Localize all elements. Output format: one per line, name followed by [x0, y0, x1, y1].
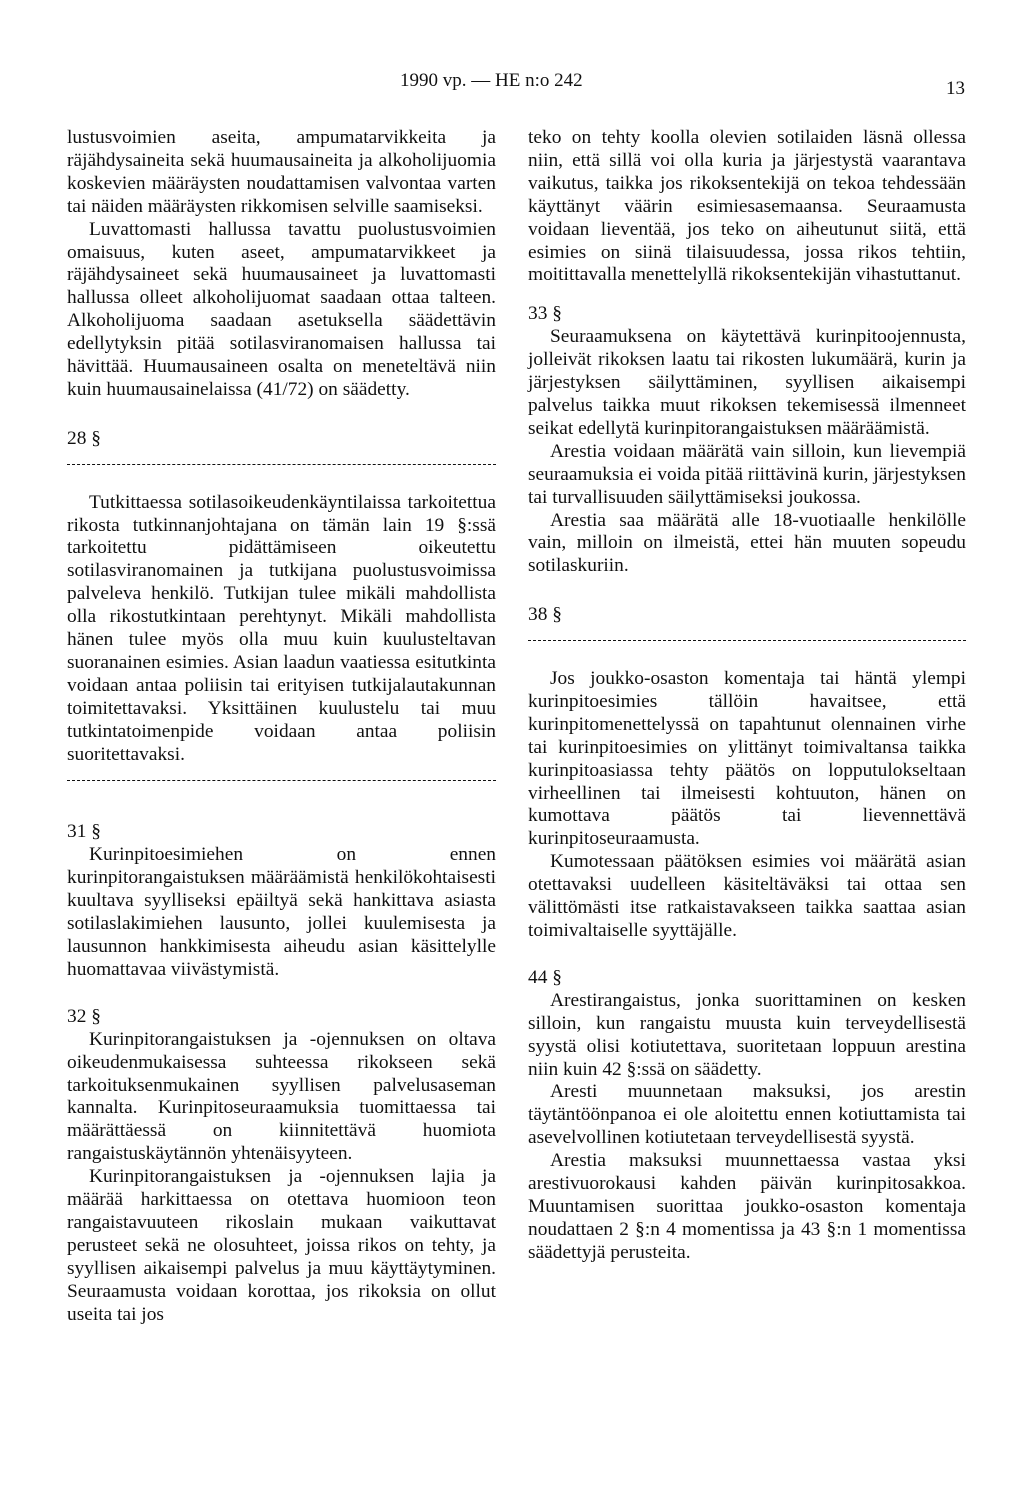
- section-heading-31: 31 §: [67, 821, 101, 843]
- section-heading-28: 28 §: [67, 427, 101, 449]
- paragraph: Tutkittaessa sotilasoikeudenkäyntilaissa tarkoitettua rikosta tutkinnanjohtajana on tämän lain 19 §:ssä tarkoitettu pidättämiseen oikeutettu sotilasviranomainen ja tutkijana puolustusvoimissa palveleva henkilö. Tutkijan tulee mikäli mahdollista olla rikostutkintaan perehtynyt. Mikäli mahdollista hänen tulee myös olla muu kuin kuulusteltavan suoranainen esimies. Asian laadun vaatiessa esitutkinta voidaan antaa poliisin tai erityisen tutkijalautakunnan toimitettavaksi. Yksittäinen kuulustelu tai muu tutkintatoimenpide voidaan antaa poliisin suoritettavaksi.: [67, 491, 496, 765]
- paragraph: lustusvoimien aseita, ampumatarvikkeita ja räjähdysaineita sekä huumausaineita ja alkoholijuomia koskevien määräysten noudattamisen valvontaa varten tai näiden määräysten rikkomisen selville saamiseksi.: [67, 127, 496, 217]
- paragraph: Arestia voidaan määrätä vain silloin, kun lievempiä seuraamuksia ei voida pitää riittävinä kurin, järjestyksen tai turvallisuuden säilyttämiseksi joukossa.: [528, 440, 966, 508]
- paragraph: Kurinpitorangaistuksen ja -ojennuksen lajia ja määrää harkittaessa on otettava huomioon teon rangaistavuuteen rikoslain mukaan vaikuttavat perusteet sekä ne olosuhteet, joissa rikos on tehty, ja syyllisen aikaisempi palvelus ja muu käyttäytyminen. Seuraamusta voidaan korottaa, jos rikoksia on ollut useita tai jos: [67, 1166, 496, 1325]
- section-heading-33: 33 §: [528, 303, 562, 325]
- header-title: 1990 vp. — HE n:o 242: [400, 70, 583, 91]
- left-column: [67, 127, 496, 1326]
- paragraph: Arestia saa määrätä alle 18-vuotiaalle henkilölle vain, milloin on ilmeistä, ettei hän muuten sopeudu sotilaskuriin.: [528, 509, 966, 577]
- paragraph: Seuraamuksena on käytettävä kurinpitoojennusta, jolleivät rikoksen laatu tai rikosten lukumäärä, kurin ja järjestyksen säilyttäminen, syyllisen aikaisempi palvelus taikka muut rikoksen tekemisessä ilmenneet seikat edellytä kurinpitorangaistuksen määräämistä.: [528, 326, 966, 439]
- section-heading-44: 44 §: [528, 966, 562, 988]
- page-number: 13: [946, 78, 965, 99]
- omission-dashes: [528, 629, 966, 652]
- omission-dashes: [67, 453, 496, 476]
- section-heading-38: 38 §: [528, 604, 562, 626]
- omission-dashes: [67, 769, 496, 792]
- paragraph: Arestia maksuksi muunnettaessa vastaa yksi arestivuorokausi kahden päivän kurinpitosakkoa. Muuntamisen suorittaa joukko-osaston komentaja noudattaen 2 §:n 4 momentissa ja 43 §:n 1 momentissa säädettyjä perusteita.: [528, 1150, 966, 1263]
- paragraph: Kurinpitoesimiehen on ennen kurinpitorangaistuksen määräämistä henkilökohtaisesti kuultava syylliseksi epäiltyä sekä hankittava asiasta sotilaslakimiehen lausunto, jollei kuulemisesta ja lausunnon hankkimisesta aiheudu asian käsittelylle huomattavaa viivästymistä.: [67, 844, 496, 980]
- paragraph: Luvattomasti hallussa tavattu puolustusvoimien omaisuus, kuten aseet, ampumatarvikkeet ja räjähdysaineet sekä huumausaineet ja luvattomasti hallussa olleet alkoholijuomat saadaan ottaa talteen. Alkoholijuoma saadaan asetuksella säädettävin edellytyksin pitää sotilasviranomaisen hallussa tai hävittää. Huumausaineen osalta on meneteltävä niin kuin huumausainelaissa (41/72) on säädetty.: [67, 218, 496, 400]
- running-header: [0, 70, 1024, 100]
- section-heading-32: 32 §: [67, 1005, 101, 1027]
- paragraph: Jos joukko-osaston komentaja tai häntä ylempi kurinpitoesimies tällöin havaitsee, että kurinpitomenettelyssä on tapahtunut olennainen virhe tai kurinpitoesimies on ylittänyt toimivaltansa taikka kurinpitoasiassa tehty päätös on lopputulokseltaan virheellinen tai ilmeisesti kohtuuton, hänen on kumottava päätös tai lievennettävä kurinpitoseuraamusta.: [528, 668, 966, 850]
- right-column: [528, 127, 966, 1265]
- paragraph: teko on tehty koolla olevien sotilaiden läsnä ollessa niin, että sillä voi olla kuria ja järjestystä vaarantava vaikutus, taikka jos rikoksentekijä on tekoa tehdessään käyttänyt väärin esimiesasemaansa. Seuraamusta voidaan lieventää, jos teko on aiheutunut siitä, että esimies on siinä tilaisuudessa, jossa rikos tehtiin, moitittavalla menettelyllä rikoksentekijän vihastuttanut.: [528, 127, 966, 286]
- paragraph: Aresti muunnetaan maksuksi, jos arestin täytäntöönpanoa ei ole aloitettu ennen kotiuttamista tai asevelvollinen kotiutetaan terveydellisestä syystä.: [528, 1081, 966, 1149]
- paragraph: Arestirangaistus, jonka suorittaminen on kesken silloin, kun rangaistu muusta kuin terveydellisestä syystä olisi kotiutettava, suoritetaan loppuun arestina niin kuin 42 §:ssä on säädetty.: [528, 989, 966, 1080]
- paragraph: Kumotessaan päätöksen esimies voi määrätä asian otettavaksi uudelleen käsiteltäväksi tai ottaa sen välittömästi itse ratkaistavakseen taikka saattaa asian toimivaltaiselle syyttäjälle.: [528, 851, 966, 941]
- paragraph: Kurinpitorangaistuksen ja -ojennuksen on oltava oikeudenmukaisessa suhteessa rikokseen sekä tarkoituksenmukainen syyllisen palvelusaseman kannalta. Kurinpitoseuraamuksia tuomittaessa tai määrättäessä on kiinnitettävä huomiota rangaistuskäytännön yhtenäisyyteen.: [67, 1028, 496, 1165]
